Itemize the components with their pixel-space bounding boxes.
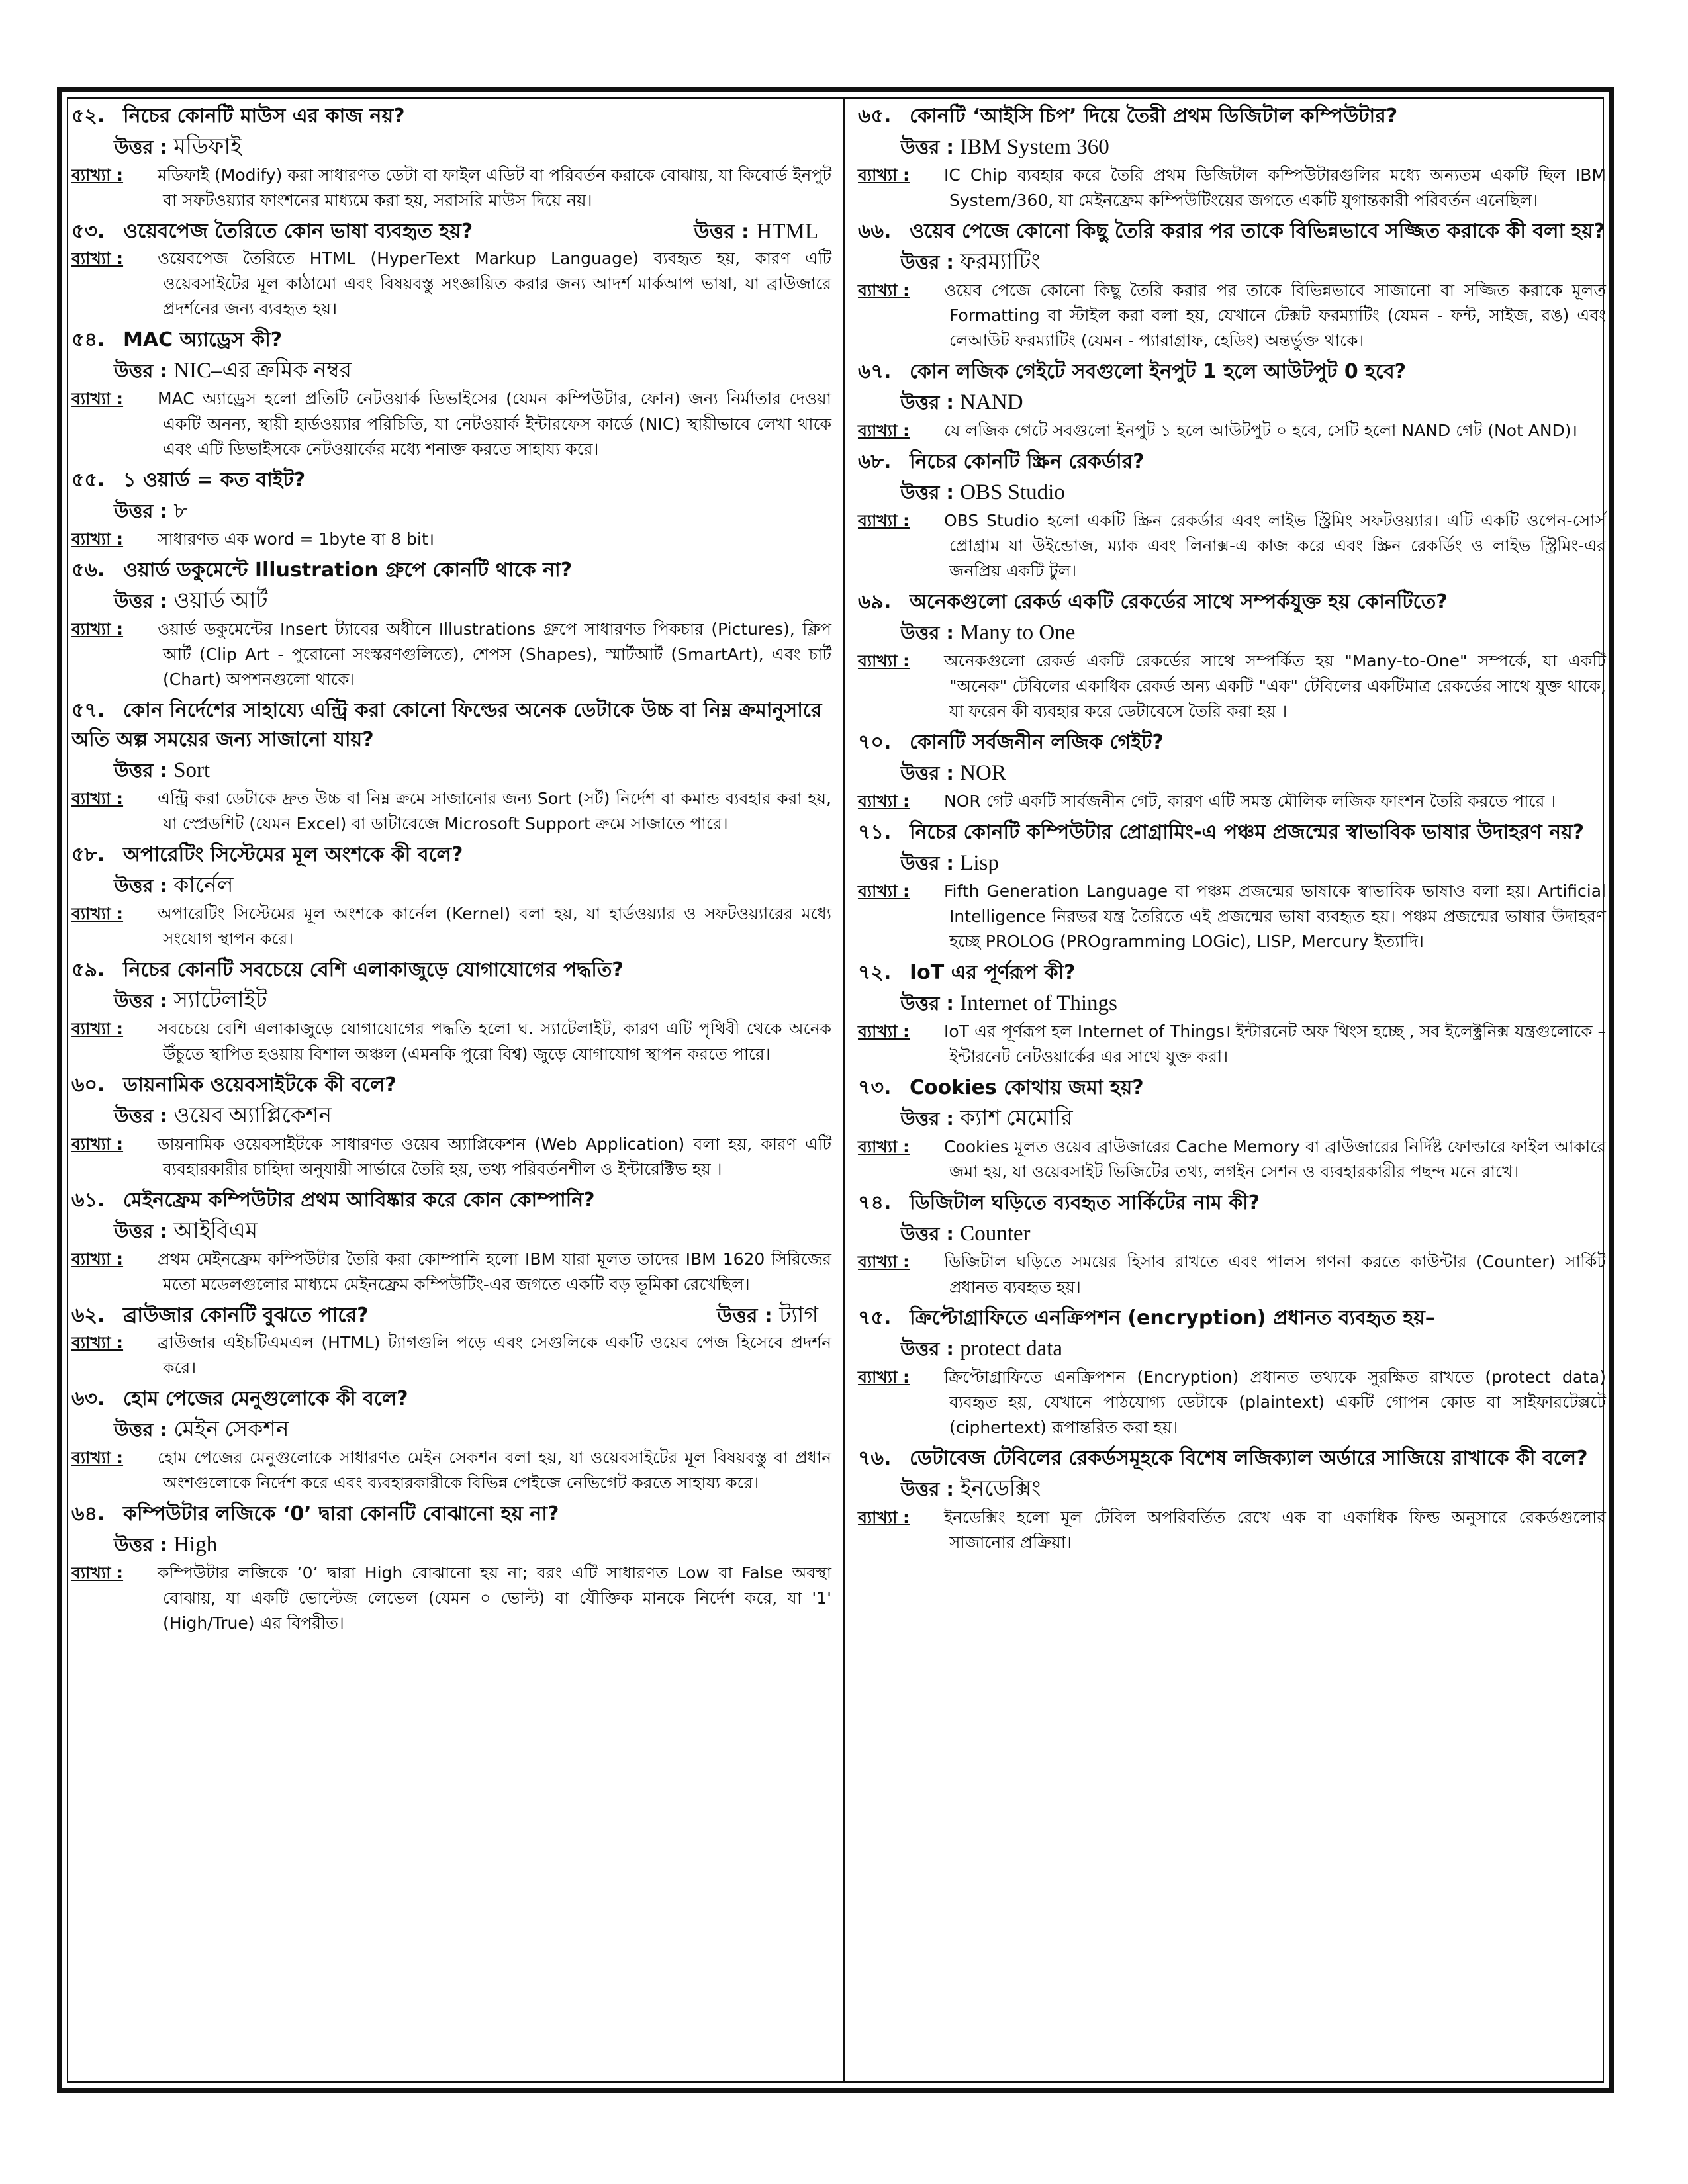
explanation-text: কম্পিউটার লজিকে ‘0’ দ্বারা High বোঝানো হয় না; বরং এটি সাধারণত Low বা False অবস্থা বোঝায়, যা একটি ভোল্টেজ লেভেল (যেমন ০ ভোল্ট) বা যৌক্তিক মানকে নির্দেশ করে, যা '1' (High/True) এর বিপরীত। <box>158 1563 831 1633</box>
answer-label: উত্তর : <box>114 1533 167 1556</box>
question <box>71 1500 831 1529</box>
explanation-label: ব্যাখ্যা : <box>858 651 910 670</box>
question-text: ডিজিটাল ঘড়িতে ব্যবহৃত সার্কিটের নাম কী? <box>910 1191 1260 1214</box>
qa-item <box>71 217 831 322</box>
question <box>71 102 831 131</box>
answer-value: Sort <box>173 758 211 782</box>
explanation-text: ডিজিটাল ঘড়িতে সময়ের হিসাব রাখতে এবং পালস গণনা করতে কাউন্টার (Counter) সার্কিট প্রধানত ব্যবহৃত হয়। <box>944 1252 1606 1297</box>
question-text: নিচের কোনটি সবচেয়ে বেশি এলাকাজুড়ে যোগাযোগের পদ্ধতি? <box>123 958 624 981</box>
question <box>71 841 831 870</box>
explanation-text: সাধারণত এক word = 1byte বা 8 bit। <box>158 529 435 549</box>
answer <box>858 1333 1606 1365</box>
qa-item <box>71 841 831 952</box>
question-text: MAC অ্যাড্রেস কী? <box>123 328 283 351</box>
question-number: ৫৪. <box>71 328 105 351</box>
question-number: ৬৪. <box>71 1502 105 1525</box>
answer-value: IBM System 360 <box>960 135 1109 159</box>
question-number: ৬৬. <box>858 220 892 243</box>
explanation-text: ওয়ার্ড ডকুমেন্টের Insert ট্যাবের অধীনে Illustrations গ্রুপে সাধারণত পিকচার (Pictures), ক্লিপ আর্ট (Clip Art - পুরোনো সংস্করণগুলিতে), শেপস (Shapes), স্মার্টআর্ট (SmartArt), এবং চার্ট (Chart) অপশনগুলো থাকে। <box>158 619 831 689</box>
qa-item <box>858 1444 1606 1555</box>
question <box>71 1385 831 1414</box>
explanation-text: ব্রাউজার এইচটিএমএল (HTML) ট্যাগগুলি পড়ে এবং সেগুলিকে একটি ওয়েব পেজ হিসেবে প্রদর্শন করে। <box>158 1333 831 1377</box>
answer <box>858 387 1606 418</box>
explanation <box>858 163 1606 213</box>
qa-item <box>858 1189 1606 1300</box>
answer <box>71 1414 831 1445</box>
answer-value: Many to One <box>960 621 1076 645</box>
explanation-text: সবচেয়ে বেশি এলাকাজুড়ে যোগাযোগের পদ্ধতি হলো ঘ. স্যাটেলাইট, কারণ এটি পৃথিবী থেকে অনেক উঁচুতে স্থাপিত হওয়ায় বিশাল অঞ্চল (এমনকি পুরো বিশ্ব) জুড়ে যোগাযোগ স্থাপন করতে পারে। <box>158 1019 831 1064</box>
question-number: ৫৯. <box>71 958 105 981</box>
qa-item <box>71 1301 831 1381</box>
explanation <box>71 617 831 692</box>
question <box>71 1071 831 1100</box>
explanation-label: ব্যাখ্যা : <box>71 1448 124 1467</box>
answer-value: কার্নেল <box>173 874 234 897</box>
answer <box>71 1215 831 1247</box>
answer-value: protect data <box>960 1337 1063 1361</box>
explanation-label: ব্যাখ্যা : <box>858 1022 910 1041</box>
qa-item <box>858 102 1606 213</box>
explanation-label: ব্যাখ্যা : <box>858 421 910 440</box>
answer-value: Internet of Things <box>960 991 1117 1015</box>
question <box>858 447 1606 477</box>
answer <box>71 1100 831 1132</box>
explanation-label: ব্যাখ্যা : <box>858 882 910 901</box>
answer <box>858 477 1606 508</box>
question-number: ৬১. <box>71 1189 105 1212</box>
question-text: ডেটাবেজ টেবিলের রেকর্ডসমূহকে বিশেষ লজিক্যাল অর্ডারে সাজিয়ে রাখাকে কী বলে? <box>910 1447 1588 1470</box>
question <box>858 588 1606 617</box>
explanation-text: ওয়েব পেজে কোনো কিছু তৈরি করার পর তাকে বিভিন্নভাবে সাজানো বা সজ্জিত করাকে মূলত Formatting বা স্টাইল করা বলা হয়, যেখানে টেক্সট ফরম্যাটিং (যেমন - ফন্ট, সাইজ, রঙ) এবং লেআউট ফরম্যাটিং (যেমন - প্যারাগ্রাফ, হেডিং) অন্তর্ভুক্ত থাকে। <box>944 281 1606 350</box>
question <box>71 696 831 754</box>
qa-item <box>858 357 1606 443</box>
answer <box>71 1529 831 1561</box>
question <box>858 1189 1606 1218</box>
answer-label: উত্তর : <box>717 1304 773 1328</box>
qa-item <box>71 556 831 692</box>
answer-value: Lisp <box>960 851 999 875</box>
column-divider <box>843 98 845 2082</box>
explanation-text: ডায়নামিক ওয়েবসাইটকে সাধারণত ওয়েব অ্যাপ্লিকেশন (Web Application) বলা হয়, কারণ এটি ব্যবহারকারীর চাহিদা অনুযায়ী সার্ভারে তৈরি হয়, তথ্য পরিবর্তনশীল ও ইন্টারেক্টিভ হয় । <box>158 1134 831 1179</box>
explanation <box>71 1445 831 1496</box>
explanation-label: ব্যাখ্যা : <box>71 165 124 185</box>
question-text: কোন নির্দেশের সাহায্যে এন্ট্রি করা কোনো ফিল্ডের অনেক ডেটাকে উচ্চ বা নিম্ন ক্রমানুসারে অতি অল্প সময়ের জন্য সাজানো যায়? <box>71 699 822 751</box>
question-number: ৬২. <box>71 1304 105 1327</box>
explanation <box>71 1017 831 1067</box>
question-number: ৫৩. <box>71 220 105 243</box>
question-number: ৬৩. <box>71 1387 105 1410</box>
question <box>71 217 831 246</box>
explanation <box>71 786 831 837</box>
answer-label: উত্তর : <box>900 762 954 784</box>
answer-value: ট্যাগ <box>779 1304 818 1328</box>
answer-label: উত্তর : <box>900 391 954 414</box>
question-text: হোম পেজের মেনুগুলোকে কী বলে? <box>123 1387 408 1410</box>
explanation <box>71 246 831 322</box>
question-number: ৭৪. <box>858 1191 892 1214</box>
explanation <box>858 278 1606 353</box>
question-number: ৬০. <box>71 1073 105 1097</box>
explanation <box>858 1505 1606 1555</box>
answer-value: ওয়ার্ড আর্ট <box>173 589 268 613</box>
qa-item <box>858 217 1606 353</box>
explanation-text: OBS Studio হলো একটি স্ক্রিন রেকর্ডার এবং লাইভ স্ট্রিমিং সফটওয়্যার। এটি একটি ওপেন-সোর্স প্রোগ্রাম যা উইন্ডোজ, ম্যাক এবং লিনাক্স-এ কাজ করে এবং স্ক্রিন রেকর্ডিং ও লাইভ স্ট্রিমিং-এর জনপ্রিয় একটি টুল। <box>944 511 1606 580</box>
question-text: কোনটি সর্বজনীন লজিক গেইট? <box>910 731 1164 754</box>
question-text: ১ ওয়ার্ড = কত বাইট? <box>123 469 306 492</box>
answer-value: ৮ <box>173 499 188 523</box>
qa-item <box>858 958 1606 1069</box>
answer <box>858 1218 1606 1250</box>
explanation-label: ব্যাখ্যা : <box>71 389 124 408</box>
explanation-label: ব্যাখ্যা : <box>858 281 910 300</box>
answer-label: উত্তর : <box>900 621 954 644</box>
explanation <box>858 879 1606 954</box>
explanation-label: ব্যাখ্যা : <box>858 1137 910 1156</box>
explanation-label: ব্যাখ্যা : <box>858 1367 910 1387</box>
explanation <box>858 1019 1606 1069</box>
answer-label: উত্তর : <box>900 481 954 504</box>
explanation <box>71 163 831 213</box>
answer <box>858 131 1606 163</box>
explanation-text: Cookies মূলত ওয়েব ব্রাউজারের Cache Memory বা ব্রাউজারের নির্দিষ্ট ফোল্ডারে ফাইল আকারে জমা হয়, যা ওয়েবসাইট ভিজিটের তথ্য, লগইন সেশন ও ব্যবহারকারীর পছন্দ মনে রাখে। <box>944 1137 1606 1181</box>
answer <box>71 985 831 1017</box>
explanation-text: অনেকগুলো রেকর্ড একটি রেকর্ডের সাথে সম্পর্কিত হয় "Many-to-One" সম্পর্কে, যা একটি "অনেক" টেবিলের একাধিক রেকর্ড অন্য একটি "এক" টেবিলের একটিমাত্র রেকর্ডের সাথে যুক্ত থাকে, যা ফরেন কী ব্যবহার করে ডেটাবেসে তৈরি করা হয় । <box>944 651 1606 721</box>
question-text: নিচের কোনটি কম্পিউটার প্রোগ্রামিং-এ পঞ্চম প্রজন্মের স্বাভাবিক ভাষার উদাহরণ নয়? <box>910 821 1585 844</box>
answer <box>858 1473 1606 1505</box>
explanation-label: ব্যাখ্যা : <box>858 165 910 185</box>
question-number: ৭৫. <box>858 1306 892 1330</box>
explanation <box>71 527 831 552</box>
explanation-text: MAC অ্যাড্রেস হলো প্রতিটি নেটওয়ার্ক ডিভাইসের (যেমন কম্পিউটার, ফোন) জন্য নির্মাতার দেওয়া একটি অনন্য, স্থায়ী হার্ডওয়্যার পরিচিতি, যা নেটওয়ার্ক ইন্টারফেস কার্ডে (NIC) স্থায়ীভাবে লেখা থাকে এবং এটি ডিভাইসকে নেটওয়ার্কের মধ্যে শনাক্ত করতে সাহায্য করে। <box>158 389 831 459</box>
question-text: ওয়েবপেজ তৈরিতে কোন ভাষা ব্যবহৃত হয়? <box>123 220 473 243</box>
qa-item <box>858 588 1606 724</box>
answer-label: উত্তর : <box>900 1338 954 1360</box>
inline-answer <box>694 217 818 247</box>
question-number: ৬৯. <box>858 590 892 614</box>
answer-label: উত্তর : <box>114 759 167 782</box>
question <box>71 1186 831 1215</box>
question-text: অপারেটিং সিস্টেমের মূল অংশকে কী বলে? <box>123 843 463 866</box>
answer-label: উত্তর : <box>114 500 167 522</box>
answer <box>858 1103 1606 1134</box>
question-text: ক্রিপ্টোগ্রাফিতে এনক্রিপশন (encryption) প্রধানত ব্যবহৃত হয়– <box>910 1306 1435 1330</box>
answer-label: উত্তর : <box>900 1478 954 1500</box>
qa-item <box>858 1073 1606 1185</box>
explanation <box>858 789 1606 814</box>
answer <box>858 757 1606 789</box>
question-text: Cookies কোথায় জমা হয়? <box>910 1076 1144 1099</box>
explanation-text: হোম পেজের মেনুগুলোকে সাধারণত মেইন সেকশন বলা হয়, যা ওয়েবসাইটের মূল বিষয়বস্তু বা প্রধান অংশগুলোকে নির্দেশ করে এবং ব্যবহারকারীকে বিভিন্ন পেইজে নেভিগেট করতে সাহায্য করে। <box>158 1448 831 1492</box>
answer <box>71 585 831 617</box>
explanation-text: অপারেটিং সিস্টেমের মূল অংশকে কার্নেল (Kernel) বলা হয়, যা হার্ডওয়্যার ও সফটওয়্যারের মধ্যে সংযোগ স্থাপন করে। <box>158 904 831 948</box>
answer-value: Counter <box>960 1222 1031 1246</box>
explanation-text: IC Chip ব্যবহার করে তৈরি প্রথম ডিজিটাল কম্পিউটারগুলির মধ্যে অন্যতম একটি ছিল IBM System/360, যা মেইনফ্রেম কম্পিউটিংয়ের জগতে একটি যুগান্তকারী পরিবর্তন এনেছিল। <box>944 165 1606 210</box>
answer-label: উত্তর : <box>900 852 954 874</box>
question-number: ৫৫. <box>71 469 105 492</box>
explanation <box>858 649 1606 724</box>
question <box>71 1301 831 1330</box>
qa-item <box>71 1071 831 1182</box>
explanation-label: ব্যাখ্যা : <box>71 1250 124 1269</box>
question-number: ৫২. <box>71 105 105 128</box>
question <box>858 1444 1606 1473</box>
answer <box>858 617 1606 649</box>
qa-item <box>71 466 831 552</box>
qa-item <box>858 818 1606 954</box>
explanation <box>858 1365 1606 1440</box>
explanation-label: ব্যাখ্যা : <box>71 249 124 268</box>
answer <box>858 847 1606 879</box>
answer-label: উত্তর : <box>900 1222 954 1245</box>
qa-item <box>71 1500 831 1636</box>
question <box>858 217 1606 246</box>
question-number: ৫৭. <box>71 699 105 722</box>
answer-value: ক্যাশ মেমোরি <box>960 1107 1073 1130</box>
explanation-label: ব্যাখ্যা : <box>71 1134 124 1154</box>
answer-label: উত্তর : <box>900 992 954 1015</box>
answer-value: ফরম্যাটিং <box>960 250 1041 274</box>
qa-item <box>71 1385 831 1496</box>
qa-item <box>71 326 831 462</box>
explanation-text: প্রথম মেইনফ্রেম কম্পিউটার তৈরি করা কোম্পানি হলো IBM যারা মূলত তাদের IBM 1620 সিরিজের মতো মডেলগুলোর মাধ্যমে মেইনফ্রেম কম্পিউটিং-এর জগতে একটি বড় ভূমিকা রেখেছিল। <box>158 1250 831 1294</box>
answer-label: উত্তর : <box>900 1107 954 1130</box>
qa-item <box>71 102 831 213</box>
question-text: কম্পিউটার লজিকে ‘0’ দ্বারা কোনটি বোঝানো হয় না? <box>123 1502 559 1525</box>
question-number: ৭০. <box>858 731 892 754</box>
explanation-label: ব্যাখ্যা : <box>858 511 910 530</box>
answer-value: মডিফাই <box>173 135 242 159</box>
answer-value: OBS Studio <box>960 480 1065 504</box>
answer-label: উত্তর : <box>114 874 167 897</box>
question-text: অনেকগুলো রেকর্ড একটি রেকর্ডের সাথে সম্পর্কযুক্ত হয় কোনটিতে? <box>910 590 1448 614</box>
question-text: ব্রাউজার কোনটি বুঝতে পারে? <box>123 1304 369 1327</box>
answer <box>71 495 831 527</box>
question <box>858 102 1606 131</box>
answer-label: উত্তর : <box>114 359 167 382</box>
explanation <box>71 901 831 952</box>
explanation <box>71 1561 831 1636</box>
qa-item <box>858 447 1606 584</box>
question-text: ওয়েব পেজে কোনো কিছু তৈরি করার পর তাকে বিভিন্নভাবে সজ্জিত করাকে কী বলা হয়? <box>910 220 1605 243</box>
explanation-text: যে লজিক গেটে সবগুলো ইনপুট ১ হলে আউটপুট ০ হবে, সেটি হলো NAND গেট (Not AND)। <box>944 421 1578 440</box>
explanation <box>71 387 831 462</box>
answer-value: আইবিএম <box>173 1219 258 1243</box>
explanation-text: Fifth Generation Language বা পঞ্চম প্রজন্মের ভাষাকে স্বাভাবিক ভাষাও বলা হয়। Artificial Intelligence নিরভর যন্ত্র তৈরিতে এই প্রজন্মের ভাষা ব্যবহৃত হয়। পঞ্চম প্রজন্মের ভাষার উদাহরণ হচ্ছে PROLOG (PROgramming LOGic), LISP, Mercury ইত্যাদি। <box>944 882 1606 951</box>
question-number: ৭১. <box>858 821 892 844</box>
question-text: কোন লজিক গেইটে সবগুলো ইনপুট 1 হলে আউটপুট 0 হবে? <box>910 360 1407 383</box>
answer <box>858 987 1606 1019</box>
question <box>71 556 831 585</box>
qa-item <box>71 956 831 1067</box>
explanation <box>858 508 1606 584</box>
question-number: ৫৮. <box>71 843 105 866</box>
question-number: ৬৫. <box>858 105 892 128</box>
answer <box>71 754 831 786</box>
answer-value: ইনডেক্সিং <box>960 1477 1041 1501</box>
question <box>858 357 1606 387</box>
answer-value: HTML <box>756 220 818 244</box>
question-number: ৭২. <box>858 961 892 984</box>
qa-item <box>858 728 1606 814</box>
qa-item <box>858 1304 1606 1440</box>
question-text: নিচের কোনটি স্ক্রিন রেকর্ডার? <box>910 450 1145 473</box>
question-number: ৬৭. <box>858 360 892 383</box>
qa-item <box>71 696 831 837</box>
answer-label: উত্তর : <box>694 220 750 244</box>
explanation-label: ব্যাখ্যা : <box>858 1252 910 1271</box>
answer-label: উত্তর : <box>114 590 167 612</box>
answer-label: উত্তর : <box>114 1105 167 1127</box>
question <box>71 326 831 355</box>
question-text: ডায়নামিক ওয়েবসাইটকে কী বলে? <box>123 1073 397 1097</box>
answer-label: উত্তর : <box>900 251 954 273</box>
question <box>858 958 1606 987</box>
explanation-label: ব্যাখ্যা : <box>71 1333 124 1352</box>
explanation-text: মডিফাই (Modify) করা সাধারণত ডেটা বা ফাইল এডিট বা পরিবর্তন করাকে বোঝায়, যা কিবোর্ড ইনপুট বা সফটওয়্যার ফাংশনের মাধ্যমে করা হয়, সরাসরি মাউস দিয়ে নয়। <box>158 165 831 210</box>
explanation-label: ব্যাখ্যা : <box>858 792 910 811</box>
answer <box>71 131 831 163</box>
answer-value: NAND <box>960 390 1023 414</box>
question-text: কোনটি ‘আইসি চিপ’ দিয়ে তৈরী প্রথম ডিজিটাল কম্পিউটার? <box>910 105 1398 128</box>
explanation-label: ব্যাখ্যা : <box>71 1563 124 1582</box>
explanation-label: ব্যাখ্যা : <box>71 529 124 549</box>
explanation-text: ওয়েবপেজ তৈরিতে HTML (HyperText Markup Language) ব্যবহৃত হয়, কারণ এটি ওয়েবসাইটের মূল কাঠামো এবং বিষয়বস্তু সংজ্ঞায়িত করার জন্য আদর্শ মার্কআপ ভাষা, যা ব্রাউজারে প্রদর্শনের জন্য ব্যবহৃত হয়। <box>158 249 831 318</box>
explanation <box>858 1134 1606 1185</box>
explanation <box>858 1250 1606 1300</box>
qa-item <box>71 1186 831 1297</box>
question <box>858 1073 1606 1103</box>
explanation <box>71 1132 831 1182</box>
question-number: ৭৩. <box>858 1076 892 1099</box>
answer-label: উত্তর : <box>114 1418 167 1441</box>
answer-value: ওয়েব অ্যাপ্লিকেশন <box>173 1104 332 1128</box>
answer-label: উত্তর : <box>114 1220 167 1242</box>
question-number: ৭৬. <box>858 1447 892 1470</box>
question-number: ৫৬. <box>71 559 105 582</box>
answer-label: উত্তর : <box>900 136 954 158</box>
explanation-label: ব্যাখ্যা : <box>71 1019 124 1038</box>
inline-answer <box>717 1301 818 1331</box>
answer-value: মেইন সেকশন <box>173 1418 289 1441</box>
explanation-text: IoT এর পূর্ণরূপ হল Internet of Things। ইন্টারনেট অফ থিংস হচ্ছে , সব ইলেক্ট্রনিক্স যন্ত্রগুলোকে – ইন্টারনেট নেটওয়ার্কের এর সাথে যুক্ত করা। <box>944 1022 1606 1066</box>
answer-label: উত্তর : <box>114 989 167 1012</box>
explanation-label: ব্যাখ্যা : <box>71 904 124 923</box>
question <box>858 1304 1606 1333</box>
answer-value: NOR <box>960 761 1006 785</box>
question-text: নিচের কোনটি মাউস এর কাজ নয়? <box>123 105 405 128</box>
question <box>71 956 831 985</box>
explanation-text: ক্রিপ্টোগ্রাফিতে এনক্রিপশন (Encryption) প্রধানত তথ্যকে সুরক্ষিত রাখতে (protect data) ব্যবহৃত হয়, যেখানে পাঠযোগ্য ডেটাকে (plaintext) একটি গোপন কোড বা সাইফারটেক্সটে (ciphertext) রূপান্তরিত করা হয়। <box>944 1367 1606 1437</box>
answer-label: উত্তর : <box>114 136 167 158</box>
question-text: IoT এর পূর্ণরূপ কী? <box>910 961 1076 984</box>
question <box>71 466 831 495</box>
answer <box>71 355 831 387</box>
answer-value: High <box>173 1533 218 1557</box>
question <box>858 728 1606 757</box>
question-number: ৬৮. <box>858 450 892 473</box>
explanation-label: ব্যাখ্যা : <box>858 1508 910 1527</box>
explanation-label: ব্যাখ্যা : <box>71 619 124 639</box>
explanation <box>858 418 1606 443</box>
question-text: ওয়ার্ড ডকুমেন্টে Illustration গ্রুপে কোনটি থাকে না? <box>123 559 573 582</box>
question <box>858 818 1606 847</box>
explanation <box>71 1330 831 1381</box>
answer-value: NIC–এর ক্রমিক নম্বর <box>173 359 352 383</box>
answer-value: স্যাটেলাইট <box>173 989 267 1013</box>
explanation-text: ইনডেক্সিং হলো মূল টেবিল অপরিবর্তিত রেখে এক বা একাধিক ফিল্ড অনুসারে রেকর্ডগুলোর সাজানোর প্রক্রিয়া। <box>944 1508 1606 1552</box>
explanation-text: NOR গেট একটি সার্বজনীন গেট, কারণ এটি সমস্ত মৌলিক লজিক ফাংশন তৈরি করতে পারে । <box>944 792 1556 811</box>
left-column <box>71 99 831 1640</box>
explanation-text: এন্ট্রি করা ডেটাকে দ্রুত উচ্চ বা নিম্ন ক্রমে সাজানোর জন্য Sort (সর্ট) নির্দেশ বা কমান্ড ব্যবহার করা হয়, যা স্প্রেডশিট (যেমন Excel) বা ডাটাবেজে Microsoft Support ক্রমে সাজাতে পারে। <box>158 789 831 833</box>
explanation-label: ব্যাখ্যা : <box>71 789 124 808</box>
answer <box>858 246 1606 278</box>
question-text: মেইনফ্রেম কম্পিউটার প্রথম আবিষ্কার করে কোন কোম্পানি? <box>123 1189 595 1212</box>
answer <box>71 870 831 901</box>
right-column <box>858 99 1606 1559</box>
explanation <box>71 1247 831 1297</box>
